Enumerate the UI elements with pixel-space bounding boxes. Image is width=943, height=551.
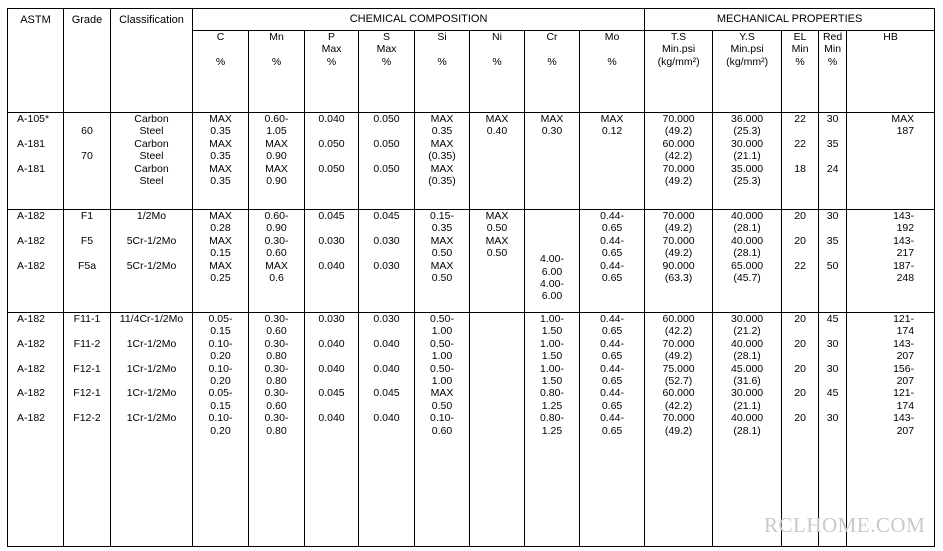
mo-cell: 0.44- 0.65 0.44- 0.65 0.44- 0.65 0.44- 0.65 0.44- 0.65 <box>600 313 625 437</box>
classification-cell: Carbon Steel Carbon Steel Carbon Steel <box>134 113 169 188</box>
header-grade: Grade <box>64 9 111 113</box>
classification-cell: 11/4Cr-1/2Mo 1Cr-1/2Mo 1Cr-1/2Mo 1Cr-1/2Mo 1Cr-1/2Mo <box>119 313 184 425</box>
astm-cell: A-182 A-182 A-182 A-182 A-182 <box>17 313 46 425</box>
header-red: Red Min % <box>819 31 847 113</box>
header-mn: Mn % <box>249 31 305 113</box>
ys-cell: 30.000 (21.2) 40.000 (28.1) 45.000 (31.6) 30.000 (21.1) 40.000 (28.1) <box>731 313 764 437</box>
material-spec-table <box>7 8 935 547</box>
grade-cell: F11-1 F11-2 F12-1 F12-1 F12-2 <box>73 313 101 425</box>
si-cell: 0.50- 1.00 0.50- 1.00 0.50- 1.00 MAX 0.50 0.10- 0.60 <box>430 313 454 437</box>
table-row <box>8 313 935 547</box>
header-chemical-composition: CHEMICAL COMPOSITION <box>193 9 645 31</box>
s-cell: 0.045 0.030 0.030 <box>373 210 400 272</box>
s-cell: 0.030 0.040 0.040 0.045 0.040 <box>373 313 400 425</box>
ts-cell: 70.000 (49.2) 60.000 (42.2) 70.000 (49.2) <box>662 113 695 188</box>
p-cell: 0.040 0.050 0.050 <box>318 113 345 175</box>
red-cell: 30 35 24 <box>826 113 839 175</box>
s-cell: 0.050 0.050 0.050 <box>373 113 400 175</box>
el-cell: 20 20 20 20 20 <box>794 313 806 425</box>
table-row <box>8 210 935 313</box>
c-cell: 0.05- 0.15 0.10- 0.20 0.10- 0.20 0.05- 0.15 0.10- 0.20 <box>208 313 233 437</box>
red-cell: 30 35 50 <box>826 210 839 272</box>
ts-cell: 60.000 (42.2) 70.000 (49.2) 75.000 (52.7) 60.000 (42.2) 70.000 (49.2) <box>662 313 695 437</box>
p-cell: 0.045 0.030 0.040 <box>318 210 345 272</box>
cr-cell: 1.00- 1.50 1.00- 1.50 1.00- 1.50 0.80- 1.25 0.80- 1.25 <box>540 313 564 437</box>
watermark: RCLHOME.COM <box>764 513 926 537</box>
ts-cell: 70.000 (49.2) 70.000 (49.2) 90.000 (63.3) <box>662 210 695 285</box>
el-cell: 20 20 22 <box>794 210 806 272</box>
table-row <box>8 113 935 210</box>
header-mo: Mo % <box>580 31 645 113</box>
header-s: S Max % <box>359 31 415 113</box>
si-cell: 0.15- 0.35 MAX 0.50 MAX 0.50 <box>430 210 454 285</box>
header-mechanical-properties: MECHANICAL PROPERTIES <box>645 9 935 31</box>
classification-cell: 1/2Mo 5Cr-1/2Mo 5Cr-1/2Mo <box>126 210 177 272</box>
mo-cell: MAX 0.12 <box>600 113 624 138</box>
p-cell: 0.030 0.040 0.040 0.045 0.040 <box>318 313 345 425</box>
ys-cell: 40.000 (28.1) 40.000 (28.1) 65.000 (45.7) <box>731 210 764 285</box>
hb-cell: 121- 174 143- 207 156- 207 121- 174 143- 207 <box>893 313 915 437</box>
grade-cell: 60 70 <box>81 125 93 163</box>
header-c: C % <box>193 31 249 113</box>
header-el: EL Min % <box>782 31 819 113</box>
red-cell: 45 30 30 45 30 <box>826 313 839 425</box>
hb-cell: 143- 192 143- 217 187- 248 <box>893 210 915 285</box>
astm-cell: A-105* A-181 A-181 <box>17 113 50 175</box>
mo-cell: 0.44- 0.65 0.44- 0.65 0.44- 0.65 <box>600 210 625 285</box>
header-ys: Y.S Min.psi (kg/mm²) <box>713 31 782 113</box>
mn-cell: 0.60- 1.05 MAX 0.90 MAX 0.90 <box>264 113 289 188</box>
c-cell: MAX 0.28 MAX 0.15 MAX 0.25 <box>209 210 232 285</box>
cr-cell: MAX 0.30 <box>540 113 564 138</box>
astm-cell: A-182 A-182 A-182 <box>17 210 46 272</box>
grade-cell: F1 F5 F5a <box>77 210 97 272</box>
header-ni: Ni % <box>470 31 525 113</box>
header-cr: Cr % <box>525 31 580 113</box>
header-classification: Classification <box>111 9 193 113</box>
header-hb: HB <box>847 31 935 113</box>
header-astm: ASTM <box>8 9 64 113</box>
hb-cell: MAX 187 <box>891 113 915 138</box>
header-p: P Max % <box>305 31 359 113</box>
el-cell: 22 22 18 <box>794 113 806 175</box>
cr-cell: 4.00- 6.00 4.00- 6.00 <box>540 253 564 303</box>
si-cell: MAX 0.35 MAX (0.35) MAX (0.35) <box>428 113 456 188</box>
ni-cell: MAX 0.50 MAX 0.50 <box>485 210 509 260</box>
mn-cell: 0.30- 0.60 0.30- 0.80 0.30- 0.80 0.30- 0.60 0.30- 0.80 <box>264 313 289 437</box>
header-si: Si % <box>415 31 470 113</box>
ni-cell: MAX 0.40 <box>485 113 509 138</box>
header-ts: T.S Min.psi (kg/mm²) <box>645 31 713 113</box>
ys-cell: 36.000 (25.3) 30.000 (21.1) 35.000 (25.3) <box>731 113 764 188</box>
mn-cell: 0.60- 0.90 0.30- 0.60 MAX 0.6 <box>264 210 289 285</box>
c-cell: MAX 0.35 MAX 0.35 MAX 0.35 <box>209 113 232 188</box>
